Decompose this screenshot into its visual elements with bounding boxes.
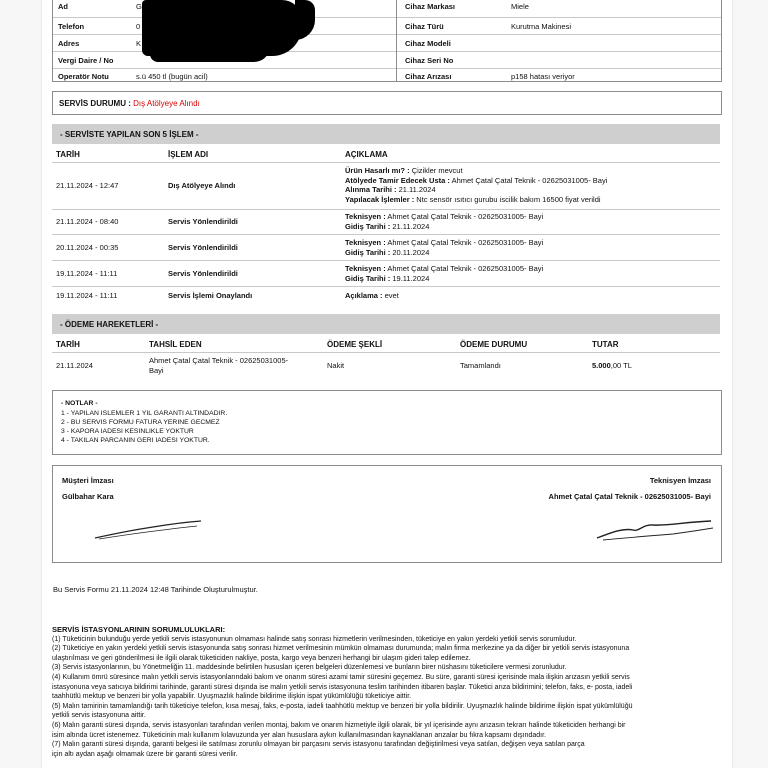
responsibility-line: (4) Kullanım ömrü süresince malın yetkili servis istasyonlarındaki bakım ve onarım süresi azami tamir süresini geçemez. Bu süre, garanti süresi içerisinde mala ilişkin arızasın yetkili servis — [52, 673, 630, 681]
op-name: Dış Atölyeye Alındı — [168, 181, 236, 190]
notes-box — [52, 390, 722, 455]
customer-signature-label: Müşteri İmzası — [62, 476, 114, 485]
value-cihaz-arizasi: p158 hatası veriyor — [511, 71, 575, 81]
label-vergi: Vergi Daire / No — [58, 55, 114, 65]
op-desc: Teknisyen : Ahmet Çatal Çatal Teknik - 02625031005- Bayi Gidiş Tarihi : 21.11.2024 — [345, 212, 544, 231]
value-cihaz-turu: Kurutma Makinesi — [511, 21, 572, 31]
ops-header-desc: AÇIKLAMA — [345, 150, 388, 159]
op-date: 21.11.2024 - 12:47 — [56, 181, 119, 190]
value-adres: K — [136, 38, 142, 48]
note-item: 4 - TAKILAN PARCANIN GERI IADESI YOKTUR. — [61, 437, 210, 444]
responsibilities-section — [52, 625, 722, 759]
technician-signature-scribble — [593, 516, 718, 544]
op-date: 19.11.2024 - 11:11 — [56, 269, 118, 278]
payments-section-title: - ÖDEME HAREKETLERİ - — [52, 314, 720, 334]
value-operator-notu: s.ü 450 tl (bugün acil) — [136, 71, 208, 81]
responsibility-line: (6) Malın garanti süresi dışında, servis istasyonları tarafından verilen montaj, bakım ve onarım hizmetiyle ilgili olarak, bir yıl içerisinde aynı arızasın tekrarı halinde tüketiciden herhangi bir — [52, 721, 626, 729]
pay-status: Tamamlandı — [460, 361, 501, 370]
service-status-value: Dış Atölyeye Alındı — [133, 99, 200, 108]
responsibility-line: (2) Tüketiciye en yakın yerdeki yetkili servis istasyonunda satış sonrası hizmet verilmesinin mümkün olmaması durumunda; malın firma merkezine ya da diğer bir yetkili servis istasyonuna — [52, 645, 630, 653]
pay-header-amount: TUTAR — [592, 340, 619, 349]
responsibility-line: ulaştırılması ve geri gönderilmesi ile ilgili olarak tüketiciden nakliye, posta, kargo veya benzeri herhangi bir ulaşım gideri talep edilemez. — [52, 654, 471, 662]
op-desc: Ürün Hasarlı mı? : Çizikler mevcut Atölyede Tamir Edecek Usta : Ahmet Çatal Çatal Teknik - 02625031005- Bayi Alınma Tarihi : 21.11.2024 Yapılacak İşlemler : Ntc sensör ısıtıcı gurubu iscilik bakım 16500 fiyat verildi — [345, 166, 608, 204]
value-cihaz-markasi: Miele — [511, 1, 529, 11]
responsibilities-title: SERVİS İSTASYONLARININ SORUMLULUKLARI: — [52, 625, 226, 634]
op-date: 21.11.2024 - 08:40 — [56, 217, 119, 226]
notes-title: - NOTLAR - — [61, 400, 98, 407]
op-name: Servis İşlemi Onaylandı — [168, 291, 253, 300]
technician-signature-label: Teknisyen İmzası — [649, 476, 711, 485]
responsibility-line: (5) Malın tamirinin tamamlandığı tarih tüketiciye telefon, kısa mesaj, faks, e-posta, iadeli taahhütlü mektup ve benzeri bir yolla bildirilir. Uyuşmazlık halinde bildirime ilişkin ispat yükümlülüğü — [52, 702, 633, 710]
responsibility-line: yetkili servis istasyonuna aittir. — [52, 712, 146, 720]
op-desc: Teknisyen : Ahmet Çatal Çatal Teknik - 02625031005- Bayi Gidiş Tarihi : 19.11.2024 — [345, 264, 544, 283]
ops-header-date: TARİH — [56, 150, 80, 159]
label-cihaz-seri-no: Cihaz Seri No — [405, 55, 454, 65]
op-desc: Açıklama : evet — [345, 291, 399, 300]
pay-header-status: ÖDEME DURUMU — [460, 340, 528, 349]
label-telefon: Telefon — [58, 21, 85, 31]
signature-box — [52, 465, 722, 563]
responsibility-line: için altı aydan aşağı olmamak üzere bir garanti süresi verilir. — [52, 750, 238, 758]
responsibility-line: (3) Servis istasyonlarının, bu Yönetmeliğin 11. maddesinde belirtilen hususları içeren belgeleri düzenlemesi ve bunların birer nüshasını tüketicilere vermesi zorunludur. — [52, 664, 567, 672]
responsibility-line: (7) Malın garanti süresi dışında, garanti belgesi ile satılması zorunlu olmayan bir parçasını servis istasyonu tarafından değiştirilmesi veya satılan, değişen veya satılan parça — [52, 741, 585, 749]
responsibility-line: isim altında ücret istenemez. Tüketicinin malı kullanım kılavuzunda yer alan hususlara aykırı kullanılmasından kaynaklanan arızalar bu fıkra kapsamı dışındadır. — [52, 731, 547, 739]
label-cihaz-markasi: Cihaz Markası — [405, 1, 456, 11]
label-cihaz-arizasi: Cihaz Arızası — [405, 71, 452, 81]
op-desc: Teknisyen : Ahmet Çatal Çatal Teknik - 02625031005- Bayi Gidiş Tarihi : 20.11.2024 — [345, 238, 544, 257]
note-item: 1 - YAPILAN ISLEMLER 1 YIL GARANTI ALTINDADIR. — [61, 410, 228, 417]
op-date: 19.11.2024 - 11:11 — [56, 291, 118, 300]
label-cihaz-modeli: Cihaz Modeli — [405, 38, 451, 48]
pay-header-collector: TAHSİL EDEN — [149, 340, 202, 349]
label-ad: Ad — [58, 1, 68, 11]
value-telefon: 0 — [136, 21, 141, 31]
label-operator-notu: Operatör Notu — [58, 71, 109, 81]
responsibility-line: istasyonuna veya satıcıya bildirimi tarihinde, garanti süresi dışında ise malın yetkili servis istasyonuna teslim tarihinden itibaren başlar. Tüketici arıza bildirimini; telefon, faks, e- posta, iadeli — [52, 683, 633, 691]
ops-header-name: İŞLEM ADI — [168, 150, 209, 159]
pay-header-method: ÖDEME ŞEKLİ — [327, 340, 383, 349]
service-status-box — [52, 91, 722, 115]
op-name: Servis Yönlendirildi — [168, 243, 238, 252]
op-name: Servis Yönlendirildi — [168, 269, 238, 278]
pay-amount: 5.000,00 TL — [592, 361, 632, 370]
value-ad: G — [136, 1, 142, 11]
pay-method: Nakit — [327, 361, 345, 370]
op-name: Servis Yönlendirildi — [168, 217, 238, 226]
customer-name: Gülbahar Kara — [62, 492, 114, 501]
responsibility-line: taahhütlü mektup ve benzeri bir yolla yapabilir. Uyuşmazlık halinde bildirime ilişkin ispat yükümlülüğü tüketiciye aittir. — [52, 693, 412, 701]
customer-signature-scribble — [93, 518, 203, 542]
note-item: 2 - BU SERVIS FORMU FATURA YERINE GECMEZ — [61, 419, 220, 426]
op-date: 20.11.2024 - 00:35 — [56, 243, 119, 252]
label-cihaz-turu: Cihaz Türü — [405, 21, 444, 31]
label-adres: Adres — [58, 38, 80, 48]
service-status-label: SERVİS DURUMU : — [59, 99, 131, 108]
technician-name: Ahmet Çatal Çatal Teknik - 02625031005- Bayi — [548, 492, 711, 501]
responsibility-line: (1) Tüketicinin bulunduğu yerde yetkili servis istasyonunun olmaması halinde satış sonrası hizmetlerin verilmesinden, tüketiciye en yakın yerdeki yetkili servis sorumludur. — [52, 635, 577, 643]
pay-collector: Ahmet Çatal Çatal Teknik - 02625031005- Bayi — [149, 356, 289, 375]
created-note: Bu Servis Formu 21.11.2024 12:48 Tarihinde Oluşturulmuştur. — [53, 585, 258, 594]
operations-section-title: - SERVİSTE YAPILAN SON 5 İŞLEM - — [52, 124, 720, 144]
pay-header-date: TARİH — [56, 340, 80, 349]
pay-date: 21.11.2024 — [56, 361, 93, 370]
note-item: 3 - KAPORA IADESI KESINLIKLE YOKTUR — [61, 428, 194, 435]
